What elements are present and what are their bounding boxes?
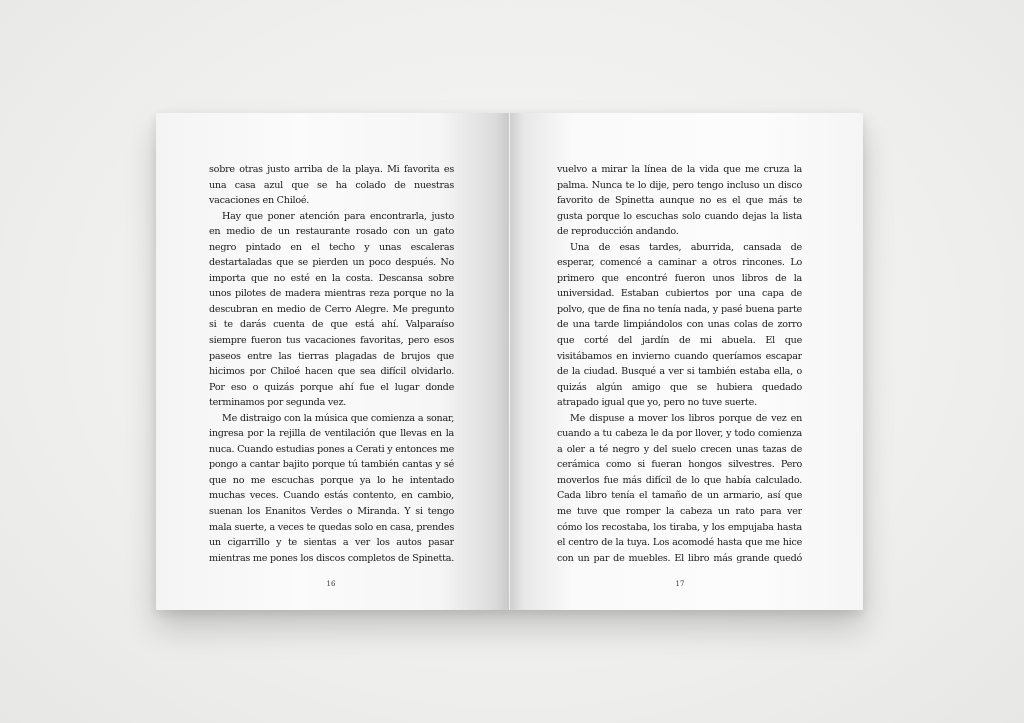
left-page-text <box>209 162 454 567</box>
page-number: 17 <box>675 580 685 588</box>
paragraph: sobre otras justo arriba de la playa. Mi favorita es una casa azul que se ha colado de nuestras vacaciones en Chiloé. <box>209 164 454 207</box>
paragraph: Me distraigo con la música que comienza a sonar, ingresa por la rejilla de ventilación que llevas en la nuca. Cuando estudias pones a Cerati y entonces me pongo a cantar bajito porque tú también cantas y sé que no me escuchas porque ya lo he intentado muchas veces. Cuando estás contento, en cambio, suenan los Enanitos Verdes o Miranda. Y si tengo mala suerte, a veces te quedas solo en casa, prendes un cigarrillo y te sientas a ver los autos pasar mientras me pones los discos completos de Spinetta. <box>209 412 454 564</box>
left-page <box>156 113 509 610</box>
paragraph: Una de esas tardes, aburrida, cansada de esperar, comencé a caminar a otros rincones. Lo primero que encontré fueron unos libros de la universidad. Estaban cubiertos por una capa de polvo, que de fina no tenía nada, y pasé buena parte de una tarde limpiándolos con unas colas de zorro que corté del jardín de mi abuela. El que visitábamos en invierno cuando queríamos escapar de la ciudad. Busqué a ver si también estaba ella, o quizás algún amigo que se hubiera quedado atrapado igual que yo, pero no tuve suerte. <box>557 241 802 409</box>
book-spread <box>156 113 863 610</box>
page-number: 16 <box>326 580 336 588</box>
paragraph: Me dispuse a mover los libros porque de vez en cuando a tu cabeza le da por llover, y todo comienza a oler a té negro y del suelo crecen unas tazas de cerámica como si fueran hongos silvestres. Pero moverlos fue más difícil de lo que había calculado. Cada libro tenía el tamaño de un armario, así que me tuve que romper la cabeza un rato para ver cómo los recostaba, los tiraba, y los empujaba hasta el centro de la tuya. Los acomodé hasta que me hice con un par de muebles. El libro más grande quedó <box>557 412 802 564</box>
paragraph: Hay que poner atención para encontrarla, justo en medio de un restaurante rosado con un gato negro pintado en el techo y unas escaleras destartaladas que se pierden un poco después. No importa que no esté en la costa. Descansa sobre unos pilotes de madera mientras reza porque no la descubran en medio de Cerro Alegre. Me pregunto si te darás cuenta de que está ahí. Valparaíso siempre fueron tus vacaciones favoritas, pero esos paseos entre las tierras plagadas de brujos que hicimos por Chiloé hacen que sea difícil olvidarlo. Por eso o quizás porque ahí fue el lugar donde terminamos por segunda vez. <box>209 210 454 409</box>
right-page-text <box>557 162 802 567</box>
paragraph: vuelvo a mirar la línea de la vida que me cruza la palma. Nunca te lo dije, pero tengo incluso un disco favorito de Spinetta aunque no es el que más te gusta porque lo escuchas solo cuando dejas la lista de reproducción andando. <box>557 164 802 238</box>
right-page <box>510 113 863 610</box>
